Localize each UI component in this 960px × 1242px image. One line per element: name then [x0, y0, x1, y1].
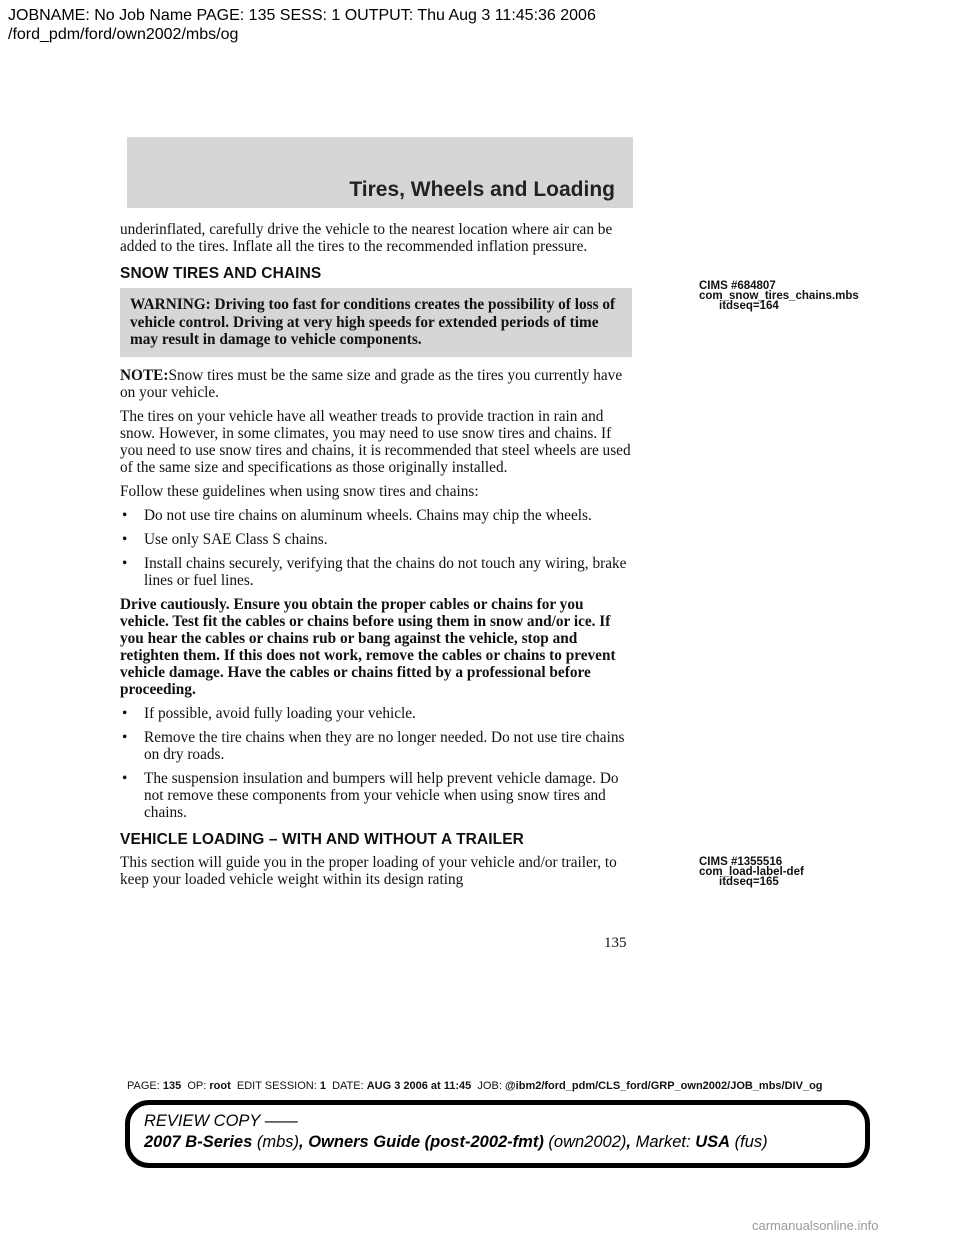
cims-seq: itdseq=165	[719, 876, 779, 888]
job-header	[8, 6, 948, 44]
warning-box: WARNING: Driving too fast for conditions creates the possibility of loss of vehicle control. Driving at very high speeds for extended periods of time may result in damage to vehicle components.	[120, 288, 632, 357]
page-number: 135	[604, 935, 627, 951]
list-item-text: Remove the tire chains when they are no longer needed. Do not use tire chains on dry roads.	[144, 728, 625, 763]
review-guide-code: (own2002)	[548, 1133, 627, 1151]
review-line1: REVIEW COPY ——	[144, 1112, 298, 1130]
list-item-text: Install chains securely, verifying that the chains do not touch any wiring, brake lines or fuel lines.	[144, 554, 627, 589]
cims-id: CIMS #1355516	[699, 856, 783, 868]
bullet-marker: •	[122, 506, 128, 524]
list-item-text: Do not use tire chains on aluminum wheels. Chains may chip the wheels.	[144, 506, 592, 524]
list-item	[120, 531, 632, 548]
review-line2	[144, 1132, 768, 1153]
footer-job-value: @ibm2/ford_pdm/CLS_ford/GRP_own2002/JOB_mbs/DIV_og	[504, 1080, 823, 1092]
bullet-marker: •	[122, 728, 128, 746]
cims-tag-snow	[699, 281, 859, 311]
footer-op-label: OP:	[187, 1080, 207, 1092]
note-label: NOTE:	[120, 366, 169, 384]
list-item	[120, 507, 632, 524]
snow-paragraph-1: The tires on your vehicle have all weather treads to provide traction in rain and snow. However, in some climates, you may need to use snow tires and chains. If you need to use snow tires and chains, it is recommended that steel wheels are used of the same size and specifications as those originally installed.	[120, 407, 631, 476]
cims-file: com_snow_tires_chains.mbs	[699, 290, 859, 302]
page-content	[120, 221, 632, 895]
footer-date-label: DATE:	[332, 1080, 364, 1092]
note-paragraph	[120, 367, 632, 401]
review-sep: ,	[299, 1133, 304, 1151]
bullet-marker: •	[122, 769, 128, 787]
cims-id: CIMS #684807	[699, 280, 776, 292]
footer-page-label: PAGE:	[127, 1080, 160, 1092]
review-market-label: Market:	[635, 1133, 691, 1151]
review-copy-box	[125, 1100, 870, 1168]
list-item	[120, 705, 632, 722]
footer-session-label: EDIT SESSION:	[236, 1080, 317, 1092]
footer-date-value: AUG 3 2006 at 11:45	[366, 1080, 472, 1092]
cims-seq: itdseq=164	[719, 300, 779, 312]
review-model-code: (mbs)	[256, 1133, 300, 1151]
bullet-marker: •	[122, 704, 128, 722]
bullet-marker: •	[122, 554, 128, 572]
review-market: USA	[695, 1133, 731, 1151]
list-item	[120, 555, 632, 589]
list-item-text: Use only SAE Class S chains.	[144, 530, 328, 548]
review-model: 2007 B-Series	[144, 1133, 253, 1151]
review-sep: ,	[626, 1133, 631, 1151]
note-text: Snow tires must be the same size and grade as the tires you currently have on your vehicle.	[120, 366, 623, 401]
list-item-text: If possible, avoid fully loading your vehicle.	[144, 704, 416, 722]
cims-tag-loading	[699, 857, 804, 887]
job-header-line1: JOBNAME: No Job Name PAGE: 135 SESS: 1 OUTPUT: Thu Aug 3 11:45:36 2006	[8, 7, 596, 24]
cims-file: com_load-label-def	[699, 866, 804, 878]
loading-heading: VEHICLE LOADING – WITH AND WITHOUT A TRAILER	[120, 830, 524, 848]
footer-job-label: JOB:	[477, 1080, 502, 1092]
review-guide: Owners Guide (post-2002-fmt)	[308, 1133, 544, 1151]
job-header-line2: /ford_pdm/ford/own2002/mbs/og	[8, 26, 239, 43]
review-copy-text	[144, 1111, 768, 1153]
footer-session-value: 1	[319, 1080, 326, 1092]
snow-paragraph-2: Follow these guidelines when using snow tires and chains:	[120, 482, 479, 500]
list-item	[120, 770, 632, 821]
caution-paragraph: Drive cautiously. Ensure you obtain the proper cables or chains for you vehicle. Test fit the cables or chains before using them in snow and/or ice. If you hear the cables or chains rub or bang against the vehicle, stop and retighten them. If this does not work, remove the cables or chains to prevent vehicle damage. Have the cables or chains fitted by a professional before proceeding.	[120, 595, 616, 698]
list-item-text: The suspension insulation and bumpers will help prevent vehicle damage. Do not remove these components from your vehicle when using snow tires and chains.	[144, 769, 619, 821]
snow-heading: SNOW TIRES AND CHAINS	[120, 265, 322, 282]
section-header	[127, 137, 633, 208]
intro-paragraph: underinflated, carefully drive the vehicle to the nearest location where air can be added to the tires. Inflate all the tires to the recommended inflation pressure.	[120, 221, 613, 255]
footer-op-value: root	[209, 1080, 231, 1092]
watermark: carmanualsonline.info	[752, 1218, 879, 1233]
footer-meta	[127, 1080, 957, 1092]
list-item	[120, 729, 632, 763]
footer-page-value: 135	[162, 1080, 182, 1092]
loading-paragraph: This section will guide you in the proper loading of your vehicle and/or trailer, to keep your loaded vehicle weight within its design rating	[120, 853, 617, 888]
bullet-marker: •	[122, 530, 128, 548]
review-market-code: (fus)	[734, 1133, 768, 1151]
section-title: Tires, Wheels and Loading	[349, 178, 615, 201]
